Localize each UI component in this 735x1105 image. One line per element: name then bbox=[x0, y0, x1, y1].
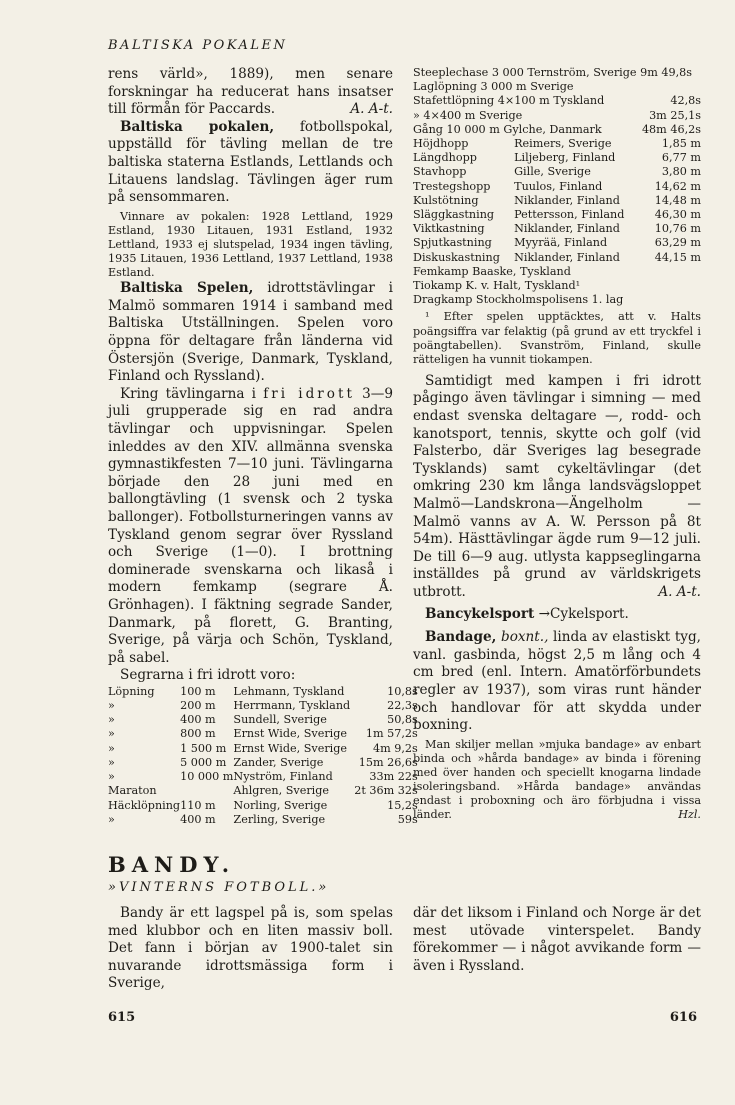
table-row bbox=[108, 713, 418, 727]
result: 59s bbox=[397, 812, 418, 826]
result-line: Tiokamp K. v. Halt, Tyskland¹ bbox=[413, 279, 581, 293]
result: 42,8s bbox=[670, 94, 701, 108]
winner: Herrmann, Tyskland bbox=[233, 699, 351, 713]
result: 33m 22s bbox=[369, 770, 418, 784]
winner: Niklander, Finland bbox=[514, 250, 620, 264]
result: 63,29 m bbox=[654, 236, 701, 250]
event: Stavhopp bbox=[413, 165, 467, 179]
winner: Reimers, Sverige bbox=[514, 137, 612, 151]
entry-text: fotbollspokal, uppställd för tävling mellan de tre baltiska staterna Estlands, Lettlands och Litauens landslag. Tävlingen äger rum på sensommaren. bbox=[108, 118, 394, 206]
result: 22,3s bbox=[387, 699, 418, 713]
running-header: BALTISKA POKALEN bbox=[108, 38, 288, 53]
kring-text-b: 3—9 juli grupperade sig en rad andra tävlingar och uppvisningar. Spelen inleddes av den XIV. allmänna svenska gymnastikfesten 7—10 juni. Tävlingarna började den 28 juni med en ballongtävling (1 svensk och 2 tyska ballonger). Fotbollsturneringen vanns av Tyskland genom segrar över Ryssland och Sverige (1—0). I brottning dominerade svenskarna och likaså i modern femkamp (segrare Å. Grönhagen). I fäktning segrade Sander, Danmark, på florett, G. Branting, Sverige, på värja och Schön, Tyskland, på sabel. bbox=[108, 385, 393, 666]
table-row bbox=[108, 770, 418, 784]
results-table-running bbox=[108, 685, 418, 827]
table-row bbox=[413, 165, 701, 179]
winner: Norling, Sverige bbox=[233, 798, 328, 812]
winner: Niklander, Finland bbox=[514, 193, 620, 207]
entry-term: Baltiska pokalen, bbox=[120, 118, 275, 135]
result: 3m 25,1s bbox=[649, 108, 701, 122]
result: 1m 57,2s bbox=[365, 727, 418, 741]
spaced-term: fri idrott bbox=[263, 385, 355, 402]
right-column bbox=[413, 66, 701, 822]
event: » bbox=[108, 727, 115, 741]
entry-category: boxnt., bbox=[501, 629, 549, 646]
left-column bbox=[108, 66, 418, 827]
event: » bbox=[108, 741, 115, 755]
table-row bbox=[108, 799, 418, 813]
table-row bbox=[413, 194, 701, 208]
distance: 10 000 m bbox=[180, 770, 234, 784]
result-line: Laglöpning 3 000 m Sverige bbox=[413, 80, 574, 94]
event: Löpning bbox=[108, 684, 155, 698]
section-subtitle: »VINTERNS FOTBOLL.» bbox=[108, 880, 330, 895]
result: 4m 9,2s bbox=[372, 741, 418, 755]
distance: 5 000 m bbox=[180, 755, 227, 769]
page-number-right: 616 bbox=[669, 1010, 697, 1025]
result: 10,8s bbox=[387, 684, 418, 698]
table-row bbox=[413, 222, 701, 236]
event: Kulstötning bbox=[413, 193, 479, 207]
event: » bbox=[108, 713, 115, 727]
winner: Ahlgren, Sverige bbox=[233, 784, 330, 798]
result: 1,85 m bbox=[661, 137, 701, 151]
table-row bbox=[108, 742, 418, 756]
paragraph-paccard bbox=[108, 66, 393, 119]
table-row bbox=[108, 727, 418, 741]
bandage-note bbox=[413, 738, 701, 823]
paragraph-samtidigt bbox=[413, 373, 701, 602]
distance: 1 500 m bbox=[180, 741, 227, 755]
samtidigt-text: Samtidigt med kampen i fri idrott pågingo även tävlingar i simning — med endast svenska deltagare —, rodd- och kanotsport, tennis, skytte och golf (vid Falsterbo, där Sveriges lag besegrade Tysklands) samt cykeltävlingar (det omkring 230 km långa landsvägsloppet Malmö—Landskrona—Ängelholm —Malmö vanns av A. W. Persson på 8t 54m). Hästtävlingar ägde rum 9—12 juli. De till 6—9 aug. utlysta kappseglingarna inställdes på grund av världskrigets utbrott. bbox=[413, 372, 701, 600]
winner: Gille, Sverige bbox=[514, 165, 591, 179]
result: 15,2s bbox=[387, 798, 418, 812]
table-row bbox=[108, 813, 418, 827]
event: Stafettlöpning 4×100 m Tyskland bbox=[413, 94, 605, 108]
distance: 100 m bbox=[180, 684, 216, 698]
table-row bbox=[108, 756, 418, 770]
table-row bbox=[413, 151, 701, 165]
event: » bbox=[108, 699, 115, 713]
table-row bbox=[413, 94, 701, 108]
entry-term: Bancykelsport bbox=[425, 605, 535, 622]
results-top bbox=[413, 66, 701, 94]
table-row bbox=[108, 784, 418, 798]
event: » bbox=[108, 812, 115, 826]
bandage-note-text: Man skiljer mellan »mjuka bandage» av enbart binda och »hårda bandage» av binda i förening med över handen och speciellt knogarna lindade isoleringsband. »Hårda bandage» användas endast i proboxning och äro förbjudna i vissa länder. bbox=[413, 737, 701, 822]
table-row bbox=[413, 123, 701, 137]
footnote: ¹ Efter spelen upptäcktes, att v. Halts poängsiffra var felaktig (på grund av ett tryckfel i poängtabellen). Svanström, Finland, skulle rätteligen ha vunnit tiokampen. bbox=[413, 310, 701, 366]
winner: Niklander, Finland bbox=[514, 222, 620, 236]
results-bottom bbox=[413, 265, 701, 308]
winner: Ernst Wide, Sverige bbox=[233, 741, 348, 755]
winner: Sundell, Sverige bbox=[233, 713, 327, 727]
distance: 200 m bbox=[180, 699, 216, 713]
entry-text: linda av elastiskt tyg, vanl. gasbinda, högst 2,5 m lång och 4 cm bred (enl. Intern. Amatörförbundets regler av 1937), som viras runt händer och handlovar för att skydda under boxning. bbox=[413, 629, 701, 734]
table-row bbox=[413, 208, 701, 222]
paccard-text: rens värld», 1889), men senare forskningar ha reducerat hans insatser till förmån för Paccards. bbox=[108, 66, 393, 118]
section-title: BANDY. bbox=[108, 852, 236, 877]
page-number-left: 615 bbox=[108, 1010, 136, 1025]
table-row bbox=[413, 236, 701, 250]
result: 3,80 m bbox=[661, 165, 701, 179]
table-row bbox=[413, 137, 701, 151]
distance: 110 m bbox=[180, 798, 216, 812]
table-row bbox=[108, 699, 418, 713]
event: » bbox=[108, 755, 115, 769]
result: 14,62 m bbox=[654, 179, 701, 193]
distance: 400 m bbox=[180, 713, 216, 727]
results-table-field bbox=[413, 137, 701, 265]
event: Längdhopp bbox=[413, 151, 477, 165]
winner: Zerling, Sverige bbox=[233, 812, 326, 826]
signature: A. A-t. bbox=[658, 583, 701, 600]
winner: Myyrää, Finland bbox=[514, 236, 608, 250]
winner: Nyström, Finland bbox=[233, 770, 333, 784]
result-line: Dragkamp Stockholmspolisens 1. lag bbox=[413, 293, 624, 307]
entry-text: idrottstävlingar i Malmö sommaren 1914 i samband med Baltiska Utställningen. Spelen voro öppna för deltagare från länderna vid Östersjön (Sverige, Danmark, Tyskland, Finland och Ryssland). bbox=[108, 280, 393, 385]
result: 6,77 m bbox=[661, 151, 701, 165]
entry-baltiska-pokalen bbox=[108, 119, 393, 207]
distance: 400 m bbox=[180, 812, 216, 826]
result: 10,76 m bbox=[654, 222, 701, 236]
distance: 800 m bbox=[180, 727, 216, 741]
result: 44,15 m bbox=[654, 250, 701, 264]
table-row bbox=[413, 180, 701, 194]
signature: A. A-t. bbox=[350, 101, 393, 118]
distance bbox=[180, 784, 233, 798]
result: 46,30 m bbox=[654, 208, 701, 222]
bandy-paragraph-left: Bandy är ett lagspel på is, som spelas med klubbor och en liten massiv boll. Det fann i början av 1900-talet sin nuvarande idrottsmässiga form i Sverige, bbox=[108, 905, 393, 992]
winner: Liljeberg, Finland bbox=[514, 151, 616, 165]
results-intro: Segrarna i fri idrott voro: bbox=[120, 667, 296, 684]
winner: Pettersson, Finland bbox=[514, 208, 625, 222]
entry-bancykelsport bbox=[413, 606, 701, 624]
winner: Lehmann, Tyskland bbox=[233, 684, 345, 698]
event: Maraton bbox=[108, 784, 157, 798]
event: Höjdhopp bbox=[413, 137, 469, 151]
entry-term: Baltiska Spelen, bbox=[120, 280, 254, 297]
signature: Hzl. bbox=[678, 808, 701, 822]
entry-bandage bbox=[413, 629, 701, 735]
winner: Ernst Wide, Sverige bbox=[233, 727, 348, 741]
result: 14,48 m bbox=[654, 193, 701, 207]
event: Spjutkastning bbox=[413, 236, 492, 250]
event: Gång 10 000 m Gylche, Danmark bbox=[413, 122, 602, 136]
winner: Tuulos, Finland bbox=[514, 179, 603, 193]
winners-list: Vinnare av pokalen: 1928 Lettland, 1929 Estland, 1930 Litauen, 1931 Estland, 1932 Lettland, 1933 ej slutspelad, 1934 ingen tävling, 1935 Litauen, 1936 Lettland, 1937 Lettland, 1938 Estland. bbox=[108, 209, 393, 280]
winner: Zander, Sverige bbox=[233, 755, 324, 769]
entry-term: Bandage, bbox=[425, 629, 497, 646]
kring-text-a: Kring tävlingarna i bbox=[120, 385, 264, 402]
result: 2t 36m 32s bbox=[354, 784, 418, 798]
event: » bbox=[108, 770, 115, 784]
event: Diskuskastning bbox=[413, 250, 500, 264]
result: 15m 26,6s bbox=[358, 755, 418, 769]
bandy-paragraph-right: där det liksom i Finland och Norge är det mest utövade vinterspelet. Bandy förekommer — i något avvikande form — även i Ryssland. bbox=[413, 905, 701, 974]
event: Släggkastning bbox=[413, 208, 495, 222]
result-line: Femkamp Baaske, Tyskland bbox=[413, 264, 571, 278]
paragraph-kring bbox=[108, 386, 393, 668]
cross-reference: →Cykelsport. bbox=[538, 605, 629, 622]
entry-baltiska-spelen bbox=[108, 280, 393, 386]
event: Häcklöpning bbox=[108, 798, 181, 812]
table-row bbox=[413, 251, 701, 265]
event: » 4×400 m Sverige bbox=[413, 108, 523, 122]
table-row bbox=[413, 109, 701, 123]
event: Viktkastning bbox=[413, 222, 485, 236]
result-line: Steeplechase 3 000 Ternström, Sverige 9m 49,8s bbox=[413, 66, 693, 79]
result: 50,8s bbox=[387, 713, 418, 727]
results-table-relay bbox=[413, 94, 701, 137]
table-row bbox=[108, 685, 418, 699]
event: Trestegshopp bbox=[413, 179, 491, 193]
result: 48m 46,2s bbox=[641, 122, 701, 136]
